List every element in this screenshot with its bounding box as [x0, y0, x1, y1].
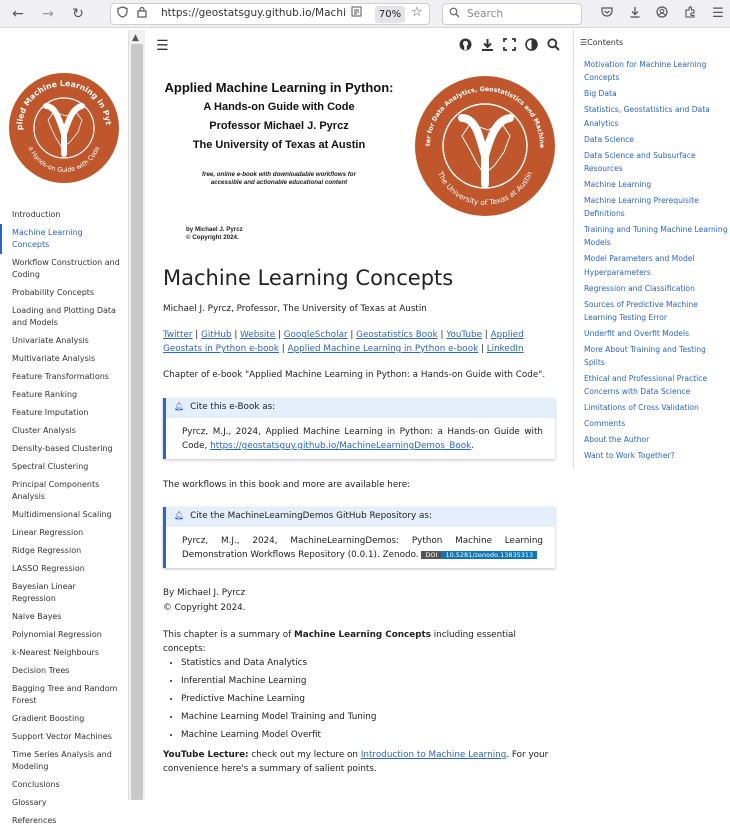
sidebar-item[interactable]: Principal Components Analysis — [12, 480, 100, 501]
summary-prefix: This chapter is a summary of — [163, 630, 295, 640]
banner-logo-top-text: ter for Data Analytics, Geostatistics and Machine — [424, 85, 546, 149]
sidebar-item[interactable]: References — [12, 816, 57, 825]
banner-tagline-2: accessible and actionable educational content — [210, 179, 348, 186]
link-separator: | — [231, 330, 241, 340]
sidebar-item[interactable]: Polynomial Regression — [12, 630, 102, 639]
reader-icon[interactable] — [351, 6, 362, 22]
sidebar-item[interactable]: Time Series Analysis and Modeling — [12, 750, 112, 771]
link-separator: | — [347, 330, 357, 340]
cite-book-admonition — [163, 398, 555, 459]
bookmark-star-icon[interactable]: ☆ — [411, 5, 423, 20]
social-link[interactable]: GitHub — [201, 330, 232, 340]
cite-repo-admonition — [163, 507, 555, 568]
youtube-paragraph — [163, 748, 555, 776]
lecture-link[interactable]: Introduction to Machine Learning — [360, 750, 507, 760]
extensions-icon[interactable] — [680, 4, 700, 24]
cite-repo-text: Pyrcz, M.J., 2024, MachineLearningDemos: Python Machine Learning Demonstration Workflows Repository (0.0.1). Zenodo. — [182, 536, 543, 560]
by-line: By Michael J. Pyrcz — [163, 588, 246, 598]
search-icon — [449, 7, 460, 21]
toc-heading — [580, 38, 623, 47]
toc-item[interactable]: Statistics, Geostatistics and Data Analytics — [584, 105, 710, 128]
sidebar-item[interactable]: Probability Concepts — [12, 288, 95, 297]
toc-item[interactable]: Limitations of Cross Validation — [584, 403, 699, 413]
list-item: • Predictive Machine Learning — [181, 690, 551, 708]
sidebar-item[interactable]: Linear Regression — [12, 528, 84, 537]
download-icon[interactable] — [625, 4, 645, 24]
toc-item[interactable]: Regression and Classification — [584, 283, 695, 293]
book-logo[interactable] — [8, 72, 120, 184]
youtube-end: . For your convenience here's a summary of salient points. — [163, 750, 549, 774]
browser-toolbar — [0, 0, 730, 28]
texas-center-logo — [414, 72, 556, 222]
sidebar-item[interactable]: Naive Bayes — [12, 612, 62, 621]
menu-icon[interactable]: ☰ — [712, 6, 724, 21]
back-icon[interactable]: ← — [12, 6, 24, 22]
sidebar-item[interactable]: Spectral Clustering — [12, 462, 89, 471]
sidebar-item[interactable]: Machine Learning Concepts — [0, 224, 128, 254]
social-link[interactable]: Website — [240, 330, 276, 340]
sidebar-item[interactable]: Introduction — [12, 210, 61, 219]
summary-text — [163, 628, 555, 656]
banner-affiliation: The University of Texas at Austin — [192, 139, 366, 151]
toc-item[interactable]: Training and Tuning Machine Learning Models — [584, 225, 728, 248]
sidebar-item[interactable]: Glossary — [12, 798, 47, 807]
sidebar-item[interactable]: Workflow Construction and Coding — [12, 258, 120, 279]
doi-badge[interactable] — [421, 550, 537, 560]
author-line: Michael J. Pyrcz, Professor, The University of Texas at Austin — [163, 304, 427, 314]
banner-tagline-1: free, online e-book with downloadable workflows for — [201, 171, 356, 178]
sidebar-item[interactable]: Conclusions — [12, 780, 60, 789]
toc-item[interactable]: Machine Learning Prerequisite Definitions — [584, 195, 699, 219]
left-logo-bottom-text: a Hands-on Guide with Code — [26, 145, 102, 175]
sidebar-item[interactable]: Decision Trees — [12, 666, 70, 675]
toc-item[interactable]: Ethical and Professional Practice Concerns with Data Science — [584, 374, 708, 397]
cite-book-heading: Cite this e-Book as: — [190, 402, 276, 412]
reload-icon[interactable]: ↻ — [72, 6, 84, 22]
social-link[interactable]: LinkedIn — [486, 344, 524, 354]
toc-heading-label: Contents — [587, 38, 624, 47]
social-link[interactable]: GoogleScholar — [283, 330, 348, 340]
left-sidebar — [0, 30, 128, 825]
banner-logo-bottom-text: The University of Texas at Austin — [435, 170, 535, 208]
github-icon[interactable] — [459, 38, 472, 55]
list-icon: ☰︎ — [580, 38, 588, 47]
summary-suffix: including essential concepts: — [163, 630, 516, 654]
sidebar-nav — [0, 206, 128, 830]
social-link[interactable]: Twitter — [163, 330, 193, 340]
list-item: • Machine Learning Model Overfit — [181, 726, 551, 744]
toc-item[interactable]: Model Parameters and Model Hyperparameters — [584, 254, 695, 277]
link-separator: | — [482, 330, 491, 340]
youtube-label: YouTube Lecture: — [163, 750, 249, 760]
account-icon[interactable] — [652, 4, 672, 24]
scrollbar-thumb[interactable] — [131, 44, 143, 800]
lock-icon[interactable] — [137, 6, 147, 23]
doi-label: DOI — [421, 551, 441, 559]
workflows-text: The workflows in this book and more are available here: — [163, 480, 411, 490]
cite-repo-heading: Cite the MachineLearningDemos GitHub Repository as: — [190, 511, 432, 521]
table-of-contents — [573, 30, 730, 468]
social-link[interactable]: Applied Machine Learning in Python e-book — [287, 344, 479, 354]
sidebar-item[interactable]: Support Vector Machines — [12, 732, 112, 741]
link-separator: | — [478, 344, 487, 354]
sidebar-item[interactable]: Cluster Analysis — [12, 426, 76, 435]
concept-list — [181, 654, 551, 744]
page-search-icon[interactable] — [547, 38, 560, 55]
search-bar[interactable] — [442, 3, 582, 25]
link-separator: | — [437, 330, 447, 340]
cite-book-text: Pyrcz, M.J., 2024, Applied Machine Learning in Python: a Hands-on Guide with Code, — [182, 427, 543, 451]
scroll-up-icon[interactable]: ▲ — [132, 33, 139, 43]
theme-toggle-icon[interactable] — [525, 38, 538, 55]
sidebar-item[interactable]: Density-based Clustering — [12, 444, 113, 453]
toc-list — [584, 58, 729, 465]
sidebar-scrollbar[interactable] — [128, 30, 145, 800]
sidebar-item[interactable]: Feature Ranking — [12, 390, 78, 399]
sidebar-item[interactable]: k-Nearest Neighbours — [12, 648, 99, 657]
book-url-link[interactable]: https://geostatsguy.github.io/MachineLearningDemos_Book — [210, 441, 472, 451]
download-page-icon[interactable] — [481, 38, 494, 55]
social-link[interactable]: YouTube — [446, 330, 483, 340]
toc-item[interactable]: Big Data — [584, 89, 617, 99]
youtube-text: check out my lecture on — [248, 750, 361, 760]
sidebar-item[interactable]: LASSO Regression — [12, 564, 85, 573]
banner-subtitle: A Hands-on Guide with Code — [203, 101, 355, 113]
sidebar-item[interactable]: Univariate Analysis — [12, 336, 89, 345]
url-text[interactable]: https://geostatsguy.github.io/Machi — [161, 7, 346, 19]
link-separator: | — [192, 330, 202, 340]
sidebar-item[interactable]: Gradient Boosting — [12, 714, 85, 723]
list-item: • Inferential Machine Learning — [181, 672, 551, 690]
book-banner — [164, 72, 556, 248]
list-item: • Machine Learning Model Training and Tuning — [181, 708, 551, 726]
summary-bold: Machine Learning Concepts — [294, 630, 431, 640]
link-separator: | — [275, 330, 284, 340]
chapter-text: Chapter of e-book "Applied Machine Learning in Python: a Hands-on Guide with Code". — [163, 370, 546, 380]
sidebar-item[interactable]: Ridge Regression — [12, 546, 82, 555]
toc-item[interactable]: Data Science and Subsurface Resources — [584, 150, 696, 173]
zoom-level-badge[interactable]: 70% — [375, 6, 405, 23]
list-item: • Statistics and Data Analytics — [181, 654, 551, 672]
toc-item[interactable]: Want to Work Together? — [584, 451, 675, 461]
copyright: © Copyright 2024. — [163, 603, 246, 613]
bell-icon: 🔔︎ — [174, 402, 185, 411]
sidebar-item[interactable]: Multidimensional Scaling — [12, 510, 112, 519]
toc-item[interactable]: Underfit and Overfit Models — [584, 328, 690, 338]
cite-book-end: . — [471, 441, 475, 451]
page-toolbar — [146, 38, 572, 56]
toc-item[interactable]: Sources of Predictive Machine Learning Testing Error — [584, 299, 698, 322]
social-link[interactable]: Geostatistics Book — [356, 330, 438, 340]
banner-author: Professor Michael J. Pyrcz — [209, 120, 349, 132]
sidebar-item[interactable]: Loading and Plotting Data and Models — [12, 306, 116, 327]
main-content — [146, 30, 572, 800]
social-link[interactable]: Applied Geostats in Python e-book — [163, 330, 524, 354]
sidebar-item[interactable]: Bagging Tree and Random Forest — [12, 684, 118, 705]
social-links — [163, 328, 555, 356]
hamburger-menu-icon[interactable]: ☰ — [156, 38, 169, 54]
toc-item[interactable]: Comments — [584, 419, 626, 429]
search-placeholder: Search — [467, 8, 504, 20]
left-logo-top-text: plied Machine Learning in Pyt — [14, 78, 113, 131]
banner-title: Applied Machine Learning in Python: — [164, 80, 394, 95]
doi-value: 10.5281/zenodo.13835313 — [441, 551, 537, 559]
toc-item[interactable]: Machine Learning — [584, 179, 652, 189]
toc-item[interactable]: Data Science — [584, 134, 634, 144]
forward-icon[interactable]: → — [42, 6, 54, 22]
shield-icon[interactable] — [117, 6, 128, 23]
pocket-icon[interactable] — [597, 4, 617, 24]
toc-item[interactable]: About the Author — [584, 435, 650, 445]
fullscreen-icon[interactable] — [503, 38, 516, 55]
page-title: Machine Learning Concepts — [163, 266, 454, 290]
banner-by-line: by Michael J. Pyrcz — [186, 226, 243, 233]
sidebar-item[interactable]: Multivariate Analysis — [12, 354, 96, 363]
url-bar[interactable] — [110, 3, 430, 25]
link-separator: | — [279, 344, 288, 354]
bell-icon: 🔔︎ — [174, 511, 185, 520]
toc-item[interactable]: Motivation for Machine Learning Concepts — [584, 60, 707, 83]
sidebar-item[interactable]: Feature Imputation — [12, 408, 89, 417]
toc-item[interactable]: More About Training and Testing Splits — [584, 344, 706, 368]
sidebar-item[interactable]: Bayesian Linear Regression — [12, 582, 76, 603]
sidebar-item[interactable]: Feature Transformations — [12, 372, 109, 381]
banner-copyright: © Copyright 2024. — [186, 234, 239, 241]
